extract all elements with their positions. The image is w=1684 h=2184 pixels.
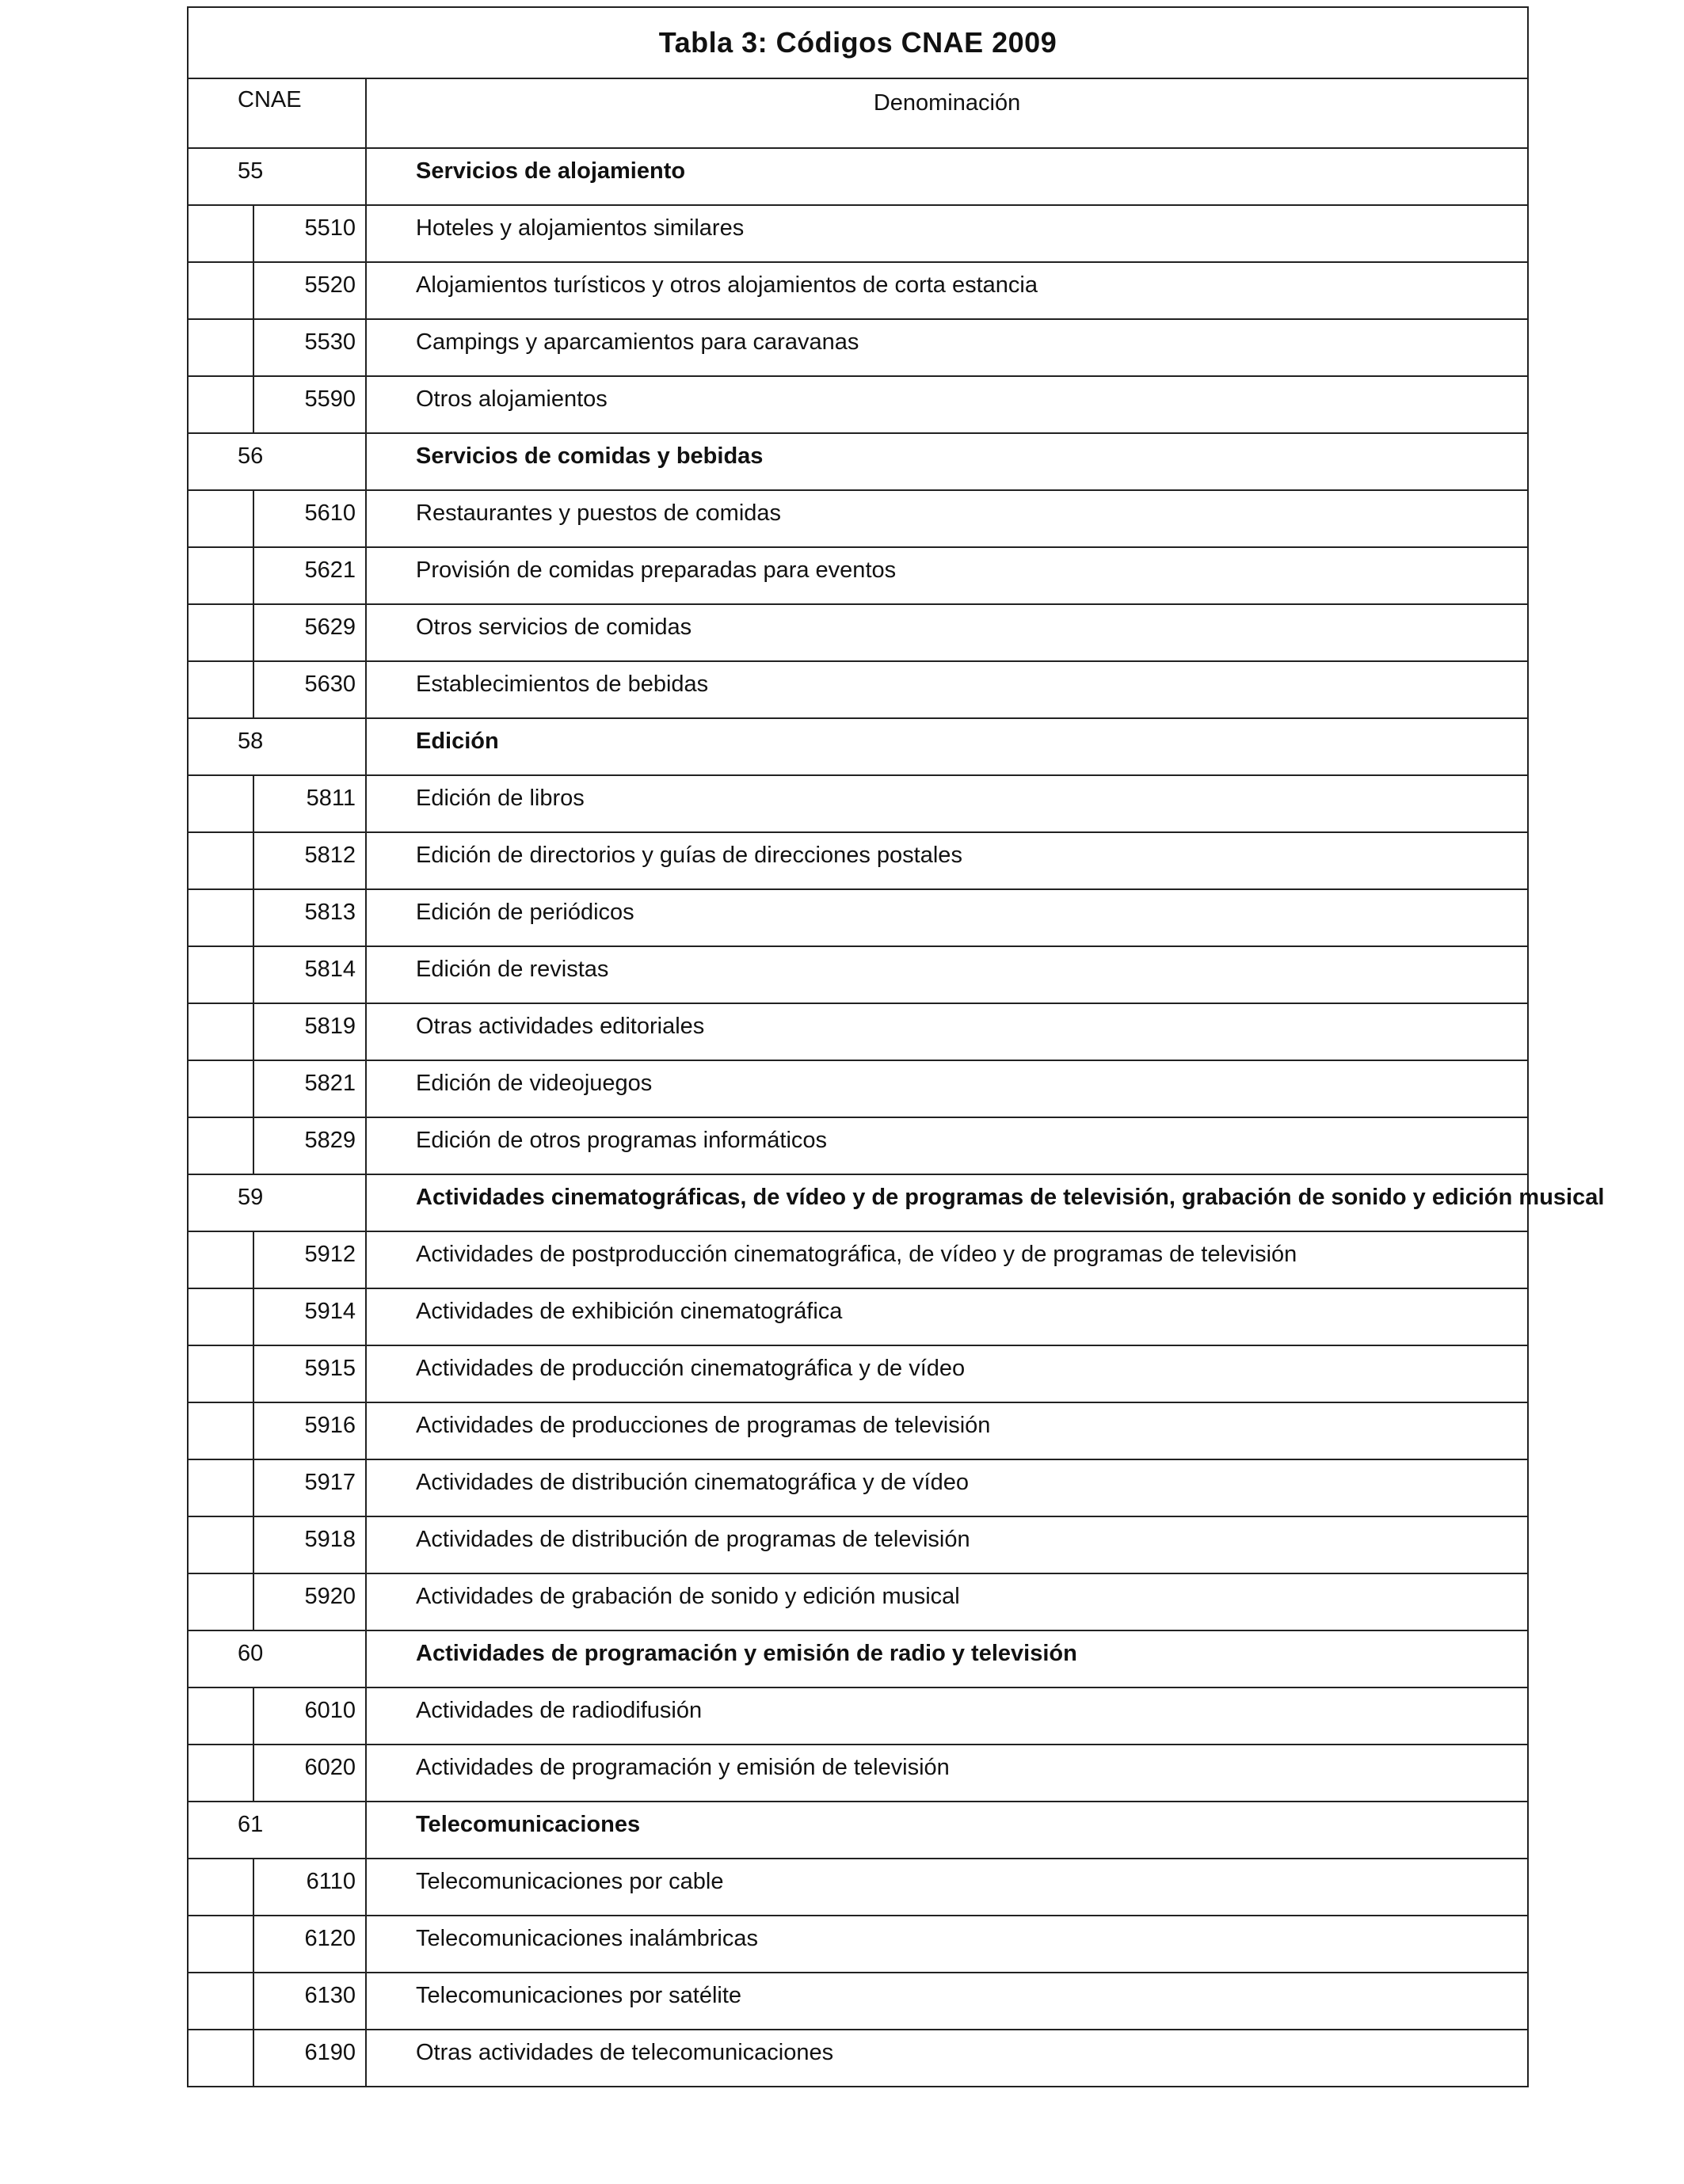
subclass-code: 5610: [253, 490, 366, 547]
subclass-row: [188, 1573, 1528, 1630]
group-row: [188, 1174, 1528, 1231]
subclass-code: 6110: [253, 1859, 366, 1916]
subclass-row: [188, 319, 1528, 376]
subclass-code: 5813: [253, 889, 366, 946]
indent-cell: [188, 1345, 253, 1402]
subclass-name: Establecimientos de bebidas: [366, 661, 1528, 718]
group-code: 56: [188, 433, 366, 490]
subclass-name: Alojamientos turísticos y otros alojamientos de corta estancia: [366, 262, 1528, 319]
table-header-row: [188, 78, 1528, 148]
subclass-row: [188, 1745, 1528, 1802]
subclass-name: Actividades de programación y emisión de televisión: [366, 1745, 1528, 1802]
subclass-name: Hoteles y alojamientos similares: [366, 205, 1528, 262]
indent-cell: [188, 1060, 253, 1117]
subclass-row: [188, 1231, 1528, 1288]
subclass-name: Actividades de exhibición cinematográfica: [366, 1288, 1528, 1345]
subclass-row: [188, 1973, 1528, 2030]
subclass-name: Provisión de comidas preparadas para eventos: [366, 547, 1528, 604]
subclass-code: 5917: [253, 1459, 366, 1516]
subclass-code: 5510: [253, 205, 366, 262]
group-row: [188, 718, 1528, 775]
subclass-name: Restaurantes y puestos de comidas: [366, 490, 1528, 547]
subclass-row: [188, 1003, 1528, 1060]
subclass-row: [188, 1459, 1528, 1516]
indent-cell: [188, 1402, 253, 1459]
subclass-name: Otros servicios de comidas: [366, 604, 1528, 661]
indent-cell: [188, 604, 253, 661]
subclass-name: Edición de periódicos: [366, 889, 1528, 946]
indent-cell: [188, 1973, 253, 2030]
group-name: Servicios de comidas y bebidas: [366, 433, 1528, 490]
group-row: [188, 1802, 1528, 1859]
subclass-row: [188, 547, 1528, 604]
subclass-code: 5590: [253, 376, 366, 433]
subclass-name: Actividades de radiodifusión: [366, 1687, 1528, 1745]
group-name: Edición: [366, 718, 1528, 775]
indent-cell: [188, 1745, 253, 1802]
subclass-row: [188, 1288, 1528, 1345]
subclass-code: 5829: [253, 1117, 366, 1174]
subclass-row: [188, 262, 1528, 319]
cnae-table: [187, 6, 1605, 2087]
indent-cell: [188, 376, 253, 433]
subclass-code: 5915: [253, 1345, 366, 1402]
subclass-row: [188, 1916, 1528, 1973]
group-row: [188, 1630, 1528, 1687]
subclass-code: 5914: [253, 1288, 366, 1345]
subclass-code: 6010: [253, 1687, 366, 1745]
subclass-row: [188, 2030, 1528, 2087]
indent-cell: [188, 262, 253, 319]
group-code: 60: [188, 1630, 366, 1687]
subclass-name: Edición de videojuegos: [366, 1060, 1528, 1117]
group-row: [188, 433, 1528, 490]
subclass-name: Otros alojamientos: [366, 376, 1528, 433]
subclass-row: [188, 946, 1528, 1003]
subclass-code: 5629: [253, 604, 366, 661]
indent-cell: [188, 661, 253, 718]
subclass-row: [188, 205, 1528, 262]
group-code: 61: [188, 1802, 366, 1859]
group-name: Telecomunicaciones: [366, 1802, 1528, 1859]
indent-cell: [188, 490, 253, 547]
subclass-name: Actividades de producciones de programas de televisión: [366, 1402, 1528, 1459]
indent-cell: [188, 1516, 253, 1573]
subclass-code: 5530: [253, 319, 366, 376]
subclass-row: [188, 604, 1528, 661]
subclass-code: 5821: [253, 1060, 366, 1117]
group-name: Actividades de programación y emisión de radio y televisión: [366, 1630, 1528, 1687]
subclass-name: Telecomunicaciones inalámbricas: [366, 1916, 1528, 1973]
subclass-row: [188, 376, 1528, 433]
subclass-row: [188, 1402, 1528, 1459]
indent-cell: [188, 1859, 253, 1916]
indent-cell: [188, 547, 253, 604]
subclass-name: Actividades de distribución cinematográfica y de vídeo: [366, 1459, 1528, 1516]
subclass-name: Edición de libros: [366, 775, 1528, 832]
indent-cell: [188, 2030, 253, 2087]
subclass-code: 6130: [253, 1973, 366, 2030]
subclass-row: [188, 889, 1528, 946]
subclass-row: [188, 490, 1528, 547]
subclass-name: Otras actividades editoriales: [366, 1003, 1528, 1060]
subclass-code: 5912: [253, 1231, 366, 1288]
subclass-name: Edición de revistas: [366, 946, 1528, 1003]
subclass-row: [188, 1117, 1528, 1174]
group-code: 59: [188, 1174, 366, 1231]
subclass-code: 5812: [253, 832, 366, 889]
header-cnae: CNAE: [188, 78, 366, 148]
subclass-row: [188, 1060, 1528, 1117]
subclass-name: Edición de otros programas informáticos: [366, 1117, 1528, 1174]
subclass-code: 6120: [253, 1916, 366, 1973]
indent-cell: [188, 1003, 253, 1060]
group-name: Servicios de alojamiento: [366, 148, 1528, 205]
cnae-table-body: [188, 7, 1605, 2087]
subclass-code: 6190: [253, 2030, 366, 2087]
indent-cell: [188, 1916, 253, 1973]
subclass-row: [188, 1859, 1528, 1916]
indent-cell: [188, 1231, 253, 1288]
subclass-code: 5621: [253, 547, 366, 604]
group-name: Actividades cinematográficas, de vídeo y de programas de televisión, grabación de sonido y edición musical: [366, 1174, 1528, 1231]
subclass-code: 5920: [253, 1573, 366, 1630]
indent-cell: [188, 1573, 253, 1630]
subclass-code: 6020: [253, 1745, 366, 1802]
subclass-code: 5918: [253, 1516, 366, 1573]
group-code: 58: [188, 718, 366, 775]
header-denominacion: Denominación: [366, 78, 1528, 148]
subclass-code: 5819: [253, 1003, 366, 1060]
group-row: [188, 148, 1528, 205]
subclass-name: Actividades de distribución de programas de televisión: [366, 1516, 1528, 1573]
table-title: Tabla 3: Códigos CNAE 2009: [188, 7, 1528, 78]
indent-cell: [188, 205, 253, 262]
indent-cell: [188, 889, 253, 946]
subclass-row: [188, 1516, 1528, 1573]
subclass-name: Actividades de producción cinematográfica y de vídeo: [366, 1345, 1528, 1402]
indent-cell: [188, 319, 253, 376]
subclass-row: [188, 661, 1528, 718]
subclass-code: 5630: [253, 661, 366, 718]
subclass-row: [188, 832, 1528, 889]
indent-cell: [188, 1288, 253, 1345]
indent-cell: [188, 1687, 253, 1745]
subclass-row: [188, 775, 1528, 832]
subclass-code: 5811: [253, 775, 366, 832]
indent-cell: [188, 1117, 253, 1174]
subclass-code: 5814: [253, 946, 366, 1003]
subclass-name: Actividades de grabación de sonido y edición musical: [366, 1573, 1528, 1630]
indent-cell: [188, 1459, 253, 1516]
subclass-name: Telecomunicaciones por cable: [366, 1859, 1528, 1916]
indent-cell: [188, 946, 253, 1003]
table-title-row: [188, 7, 1528, 78]
subclass-name: Actividades de postproducción cinematográfica, de vídeo y de programas de televisión: [366, 1231, 1528, 1288]
subclass-name: Edición de directorios y guías de direcciones postales: [366, 832, 1528, 889]
group-code: 55: [188, 148, 366, 205]
subclass-code: 5520: [253, 262, 366, 319]
subclass-name: Campings y aparcamientos para caravanas: [366, 319, 1528, 376]
indent-cell: [188, 832, 253, 889]
subclass-name: Otras actividades de telecomunicaciones: [366, 2030, 1528, 2087]
subclass-name: Telecomunicaciones por satélite: [366, 1973, 1528, 2030]
indent-cell: [188, 775, 253, 832]
subclass-row: [188, 1687, 1528, 1745]
subclass-code: 5916: [253, 1402, 366, 1459]
subclass-row: [188, 1345, 1528, 1402]
